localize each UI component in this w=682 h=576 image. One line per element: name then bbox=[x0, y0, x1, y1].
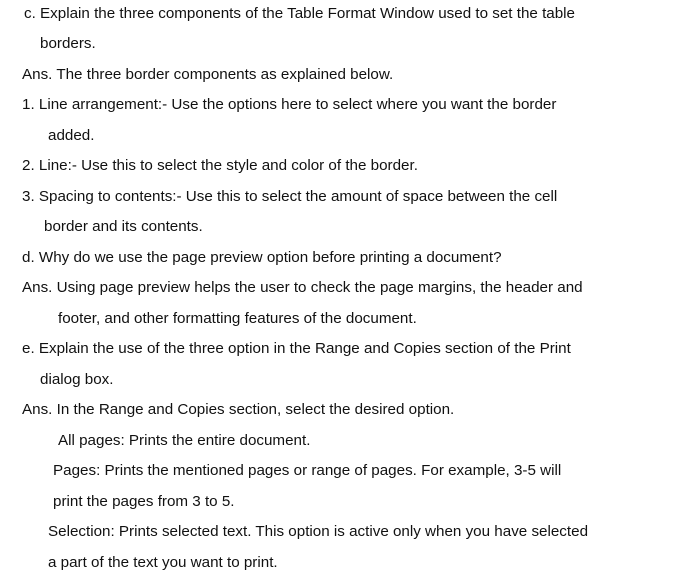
answer-e-selection-line-2: a part of the text you want to print. bbox=[48, 554, 278, 571]
answer-e-intro: Ans. In the Range and Copies section, select the desired option. bbox=[22, 401, 455, 418]
question-e-line-1: e. Explain the use of the three option in the Range and Copies section of the Print bbox=[22, 340, 571, 357]
answer-e-all-pages: All pages: Prints the entire document. bbox=[58, 432, 311, 449]
question-c-line-1: c. Explain the three components of the Table Format Window used to set the table bbox=[24, 5, 575, 22]
question-d: d. Why do we use the page preview option before printing a document? bbox=[22, 249, 502, 266]
answer-c-intro: Ans. The three border components as explained below. bbox=[22, 66, 394, 83]
answer-c-item-3-line-2: border and its contents. bbox=[44, 218, 203, 235]
answer-e-pages-line-2: print the pages from 3 to 5. bbox=[53, 493, 235, 510]
question-c-line-2: borders. bbox=[40, 35, 96, 52]
answer-c-item-3-line-1: 3. Spacing to contents:- Use this to select the amount of space between the cell bbox=[22, 188, 558, 205]
answer-c-item-2: 2. Line:- Use this to select the style and color of the border. bbox=[22, 157, 418, 174]
answer-c-item-1-line-2: added. bbox=[48, 127, 95, 144]
answer-e-selection-line-1: Selection: Prints selected text. This option is active only when you have selected bbox=[48, 523, 589, 540]
answer-d-line-2: footer, and other formatting features of the document. bbox=[58, 310, 417, 327]
answer-d-line-1: Ans. Using page preview helps the user to check the page margins, the header and bbox=[22, 279, 583, 296]
question-e-line-2: dialog box. bbox=[40, 371, 114, 388]
answer-c-item-1-line-1: 1. Line arrangement:- Use the options here to select where you want the border bbox=[22, 96, 557, 113]
answer-e-pages-line-1: Pages: Prints the mentioned pages or range of pages. For example, 3-5 will bbox=[53, 462, 562, 479]
